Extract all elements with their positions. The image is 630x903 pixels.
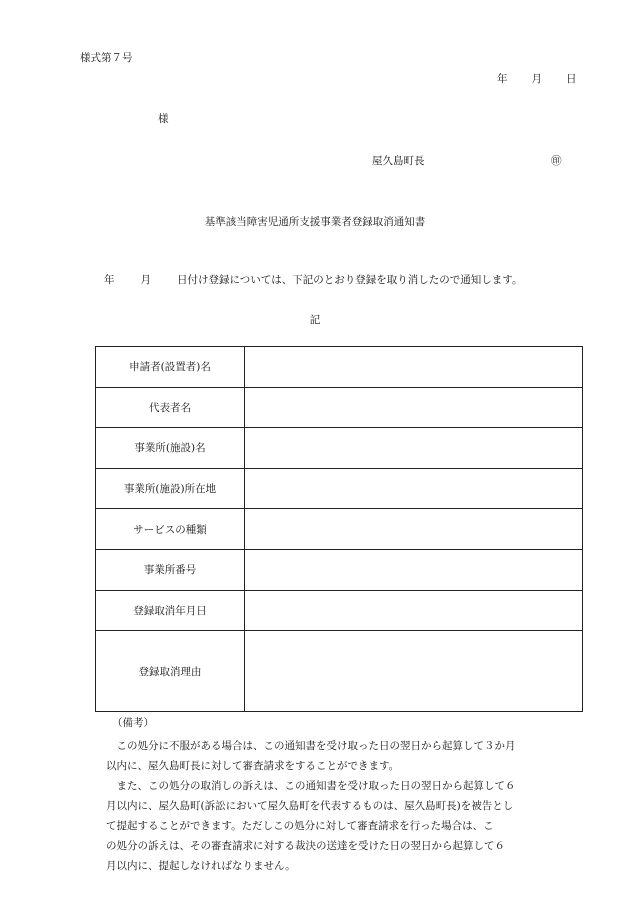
row-label-facility-address: 事業所(施設)所在地 xyxy=(96,468,245,509)
row-label-representative: 代表者名 xyxy=(96,387,245,428)
row-value-cancel-reason xyxy=(245,631,583,712)
row-value-facility-name xyxy=(245,428,583,469)
table-row xyxy=(96,631,583,712)
issuer-name: 屋久島町長 xyxy=(372,155,425,167)
date-year-label: 年 xyxy=(497,73,508,85)
table-row xyxy=(96,468,583,509)
row-label-cancel-reason: 登録取消理由 xyxy=(96,631,245,712)
remarks-line: 月以内に、屋久島町(訴訟において屋久島町を代表するものは、屋久島町長)を被告とし xyxy=(106,800,514,812)
notice-text: 日付け登録については、下記のとおり登録を取り消したので通知します。 xyxy=(177,274,523,286)
table-row xyxy=(96,509,583,550)
notice-year-label: 年 xyxy=(104,274,115,286)
record-table xyxy=(95,346,583,712)
document-title: 基準該当障害児通所支援事業者登録取消通知書 xyxy=(204,216,426,228)
remarks-line: て提起することができます。ただしこの処分に対して審査請求を行った場合は、こ xyxy=(106,820,494,832)
remarks-line: の処分の訴えは、その審査請求に対する裁決の送達を受けた日の翌日から起算して６ xyxy=(106,840,505,852)
table-row xyxy=(96,549,583,590)
date-line xyxy=(497,71,577,86)
notice-line xyxy=(104,272,522,287)
date-day-label: 日 xyxy=(566,73,577,85)
remarks-heading: （備考） xyxy=(112,717,154,729)
row-value-representative xyxy=(245,387,583,428)
row-label-cancel-date: 登録取消年月日 xyxy=(96,590,245,631)
row-value-office-number xyxy=(245,549,583,590)
table-row xyxy=(96,590,583,631)
remarks-line: 月以内に、提起しなければなりません。 xyxy=(106,860,296,872)
row-value-facility-address xyxy=(245,468,583,509)
row-label-service-type: サービスの種類 xyxy=(96,509,245,550)
remarks-line: また、この処分の取消しの訴えは、この通知書を受け取った日の翌日から起算して６ xyxy=(106,780,516,792)
row-value-cancel-date xyxy=(245,590,583,631)
ki-marker: 記 xyxy=(309,314,321,326)
notice-month-label: 月 xyxy=(140,274,151,286)
table-row xyxy=(96,347,583,388)
row-label-facility-name: 事業所(施設)名 xyxy=(96,428,245,469)
remarks-line: この処分に不服がある場合は、この通知書を受け取った日の翌日から起算して３か月 xyxy=(106,740,516,752)
table-row xyxy=(96,387,583,428)
remarks-line: 以内に、屋久島町長に対して審査請求をすることができます。 xyxy=(106,760,400,772)
row-label-applicant: 申請者(設置者)名 xyxy=(96,347,245,388)
date-month-label: 月 xyxy=(531,73,542,85)
seal-mark: ㊞ xyxy=(551,155,562,167)
row-label-office-number: 事業所番号 xyxy=(96,549,245,590)
addressee-suffix: 様 xyxy=(158,113,169,125)
row-value-applicant xyxy=(245,347,583,388)
form-number: 様式第７号 xyxy=(80,52,133,64)
table-row xyxy=(96,428,583,469)
row-value-service-type xyxy=(245,509,583,550)
